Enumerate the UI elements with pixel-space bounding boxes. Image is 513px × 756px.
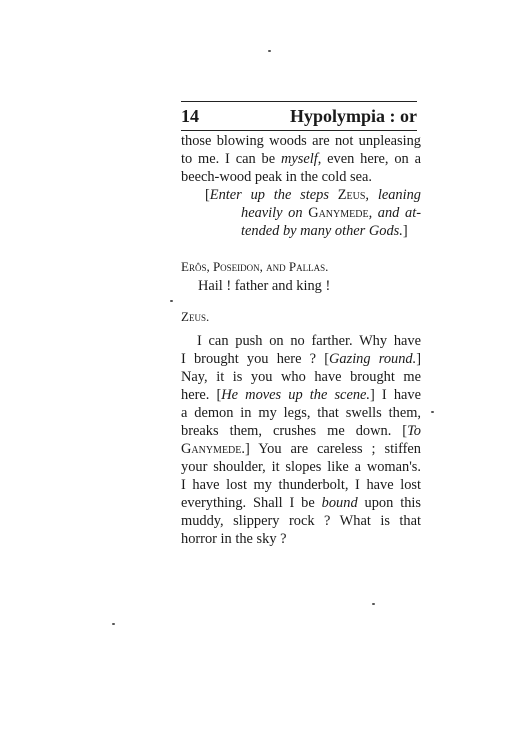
bracket: ] (402, 223, 408, 239)
page-header (181, 106, 417, 128)
italic-text: , leaning (365, 187, 421, 203)
speaker-name: Erôs, Poseidon, and Pallas. (181, 259, 329, 274)
text-span: I brought you here ? [ (181, 351, 329, 367)
character-name: Ganymede (181, 441, 242, 457)
text-line (181, 423, 421, 440)
text-span: upon this (357, 495, 421, 511)
italic-text: He moves up the scene. (221, 387, 371, 403)
scan-speck (170, 300, 173, 302)
character-name: Ganymede (308, 205, 369, 221)
scan-speck (431, 411, 434, 413)
text-span: .] You are careless ; stiffen (241, 441, 421, 457)
text-line: Hail ! father and king ! (198, 278, 331, 294)
scan-speck (268, 50, 271, 52)
text-line: I can push on no farther. Why have (197, 333, 421, 349)
italic-text: heavily on (241, 205, 303, 221)
text-span: , even here, on a (317, 151, 421, 167)
scan-speck (112, 623, 115, 625)
speaker-name: Zeus. (181, 309, 210, 324)
text-span: to me. I can be (181, 151, 281, 167)
bracket: [ (205, 187, 210, 203)
bracket: ] (416, 351, 421, 367)
text-line (181, 151, 421, 168)
text-line: I have lost my thunderbolt, I have lost (181, 477, 421, 493)
stage-direction (205, 187, 421, 204)
scan-speck (372, 603, 375, 605)
text-span: here. [ (181, 387, 222, 403)
italic-text: bound (321, 495, 358, 511)
italic-text: , and at- (368, 205, 421, 221)
text-span: ] I have (370, 387, 421, 403)
text-span: breaks them, crushes me down. [ (181, 423, 408, 439)
text-line (181, 351, 421, 368)
text-line (181, 387, 421, 404)
text-line: your shoulder, it slopes like a woman's. (181, 459, 421, 475)
text-span: everything. Shall I be (181, 495, 322, 511)
italic-text: myself (280, 151, 318, 167)
character-name: Zeus (337, 187, 366, 203)
text-line: muddy, slippery rock ? What is that (181, 513, 421, 529)
text-line (181, 495, 421, 512)
stage-direction (241, 205, 421, 222)
header-bottom-rule (181, 130, 417, 131)
text-line: beech-wood peak in the cold sea. (181, 169, 372, 185)
text-line: a demon in my legs, that swells them, (181, 405, 421, 421)
italic-text: tended by many other Gods. (241, 223, 403, 239)
running-title: Hypolympia : or (289, 106, 417, 126)
header-top-rule (181, 101, 417, 102)
text-line (181, 441, 421, 458)
page-number: 14 (181, 106, 199, 126)
text-line: horror in the sky ? (181, 531, 287, 547)
stage-direction (241, 223, 421, 240)
italic-text: Enter up the steps (209, 187, 329, 203)
text-line: those blowing woods are not unpleasing (181, 133, 421, 149)
italic-text: To (407, 423, 421, 439)
text-line: Nay, it is you who have brought me (181, 369, 421, 385)
italic-text: Gazing round. (329, 351, 417, 367)
